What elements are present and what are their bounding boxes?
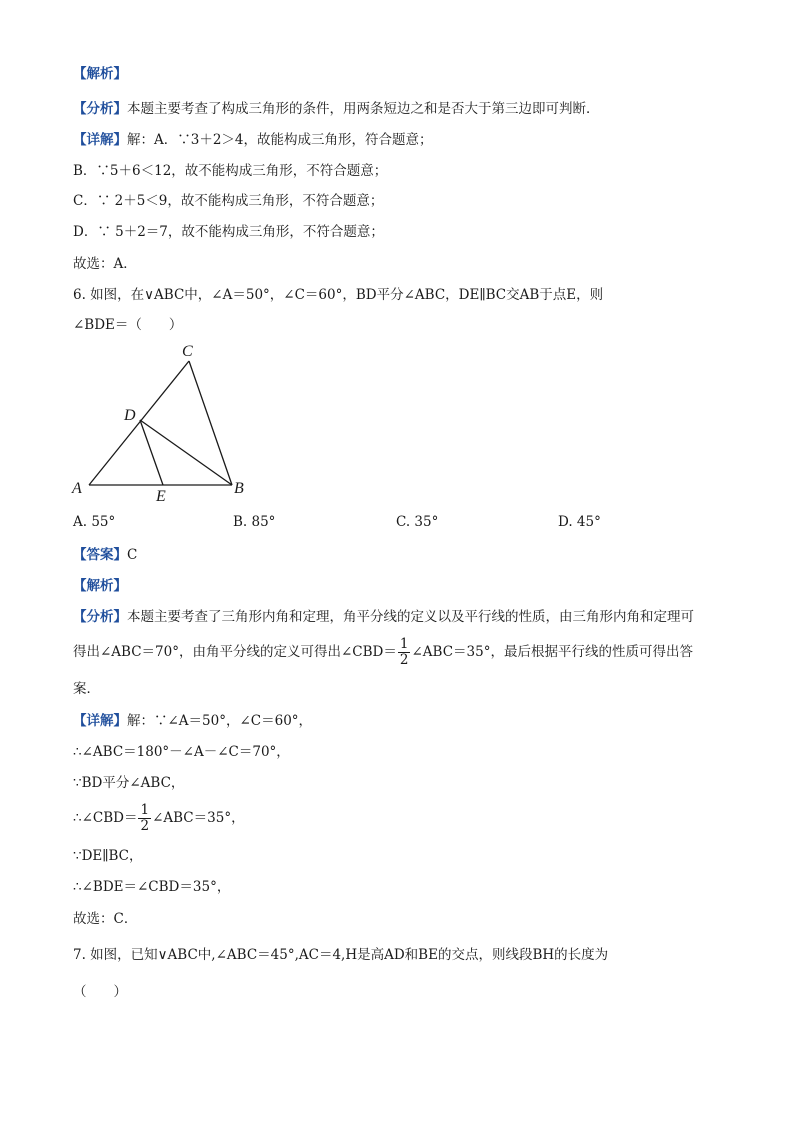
q6-stem-line2: ∠BDE＝（ ） <box>73 317 183 333</box>
q6-fenxi-tag: 【分析】 <box>73 609 127 625</box>
q6-jiexi-tag: 【解析】 <box>73 578 127 594</box>
q6-fenxi-text2a: 得出∠ABC＝70°，由角平分线的定义可得出∠CBD＝ <box>73 644 397 660</box>
fraction-numerator: 1 <box>399 636 409 652</box>
detail-line-d: D．∵ 5＋2＝7，故不能构成三角形，不符合题意； <box>73 224 384 240</box>
segment-bd <box>140 420 232 485</box>
q7-stem-line2: （ ） <box>73 984 127 1000</box>
analysis-line <box>73 99 600 119</box>
label-b: B <box>234 480 244 497</box>
q6-detail-step1 <box>73 711 312 731</box>
q6-fenxi-line3: 案． <box>73 681 100 697</box>
q6-detail-step2: ∴∠ABC＝180°－∠A－∠C＝70°， <box>73 744 290 760</box>
q6-fenxi-line1 <box>73 607 694 627</box>
q7-stem-line1: 7. 如图，已知∨ABC中,∠ABC＝45°,AC＝4,H是高AD和BE的交点，则线段BH的长度为 <box>73 947 609 963</box>
choice-d: D. 45° <box>558 514 601 530</box>
detail-line-a <box>73 130 433 150</box>
q6-fenxi-text1: 本题主要考查了三角形内角和定理，角平分线的定义以及平行线的性质，由三角形内角和定理可 <box>127 609 694 625</box>
segment-cb <box>189 361 232 485</box>
q6-final-answer: 故选：C． <box>73 911 138 927</box>
fraction-numerator-2: 1 <box>140 802 150 818</box>
q6-stem-line1: 6. 如图，在∨ABC中，∠A＝50°，∠C＝60°，BD平分∠ABC，DE∥BC交AB于点E，则 <box>73 287 604 303</box>
fenxi-text: 本题主要考查了构成三角形的条件，用两条短边之和是否大于第三边即可判断． <box>127 101 600 117</box>
q6-fenxi-text2b: ∠ABC＝35°，最后根据平行线的性质可得出答 <box>411 644 693 660</box>
choice-a: A. 55° <box>73 514 116 530</box>
fraction-denominator-2: 2 <box>140 818 150 834</box>
triangle-figure <box>0 340 794 540</box>
choice-c: C. 35° <box>396 514 439 530</box>
label-c: C <box>182 343 193 360</box>
detail-a-text: 解：A．∵3＋2＞4，故能构成三角形，符合题意； <box>127 132 433 148</box>
label-e: E <box>156 488 166 505</box>
segment-ac <box>89 361 189 485</box>
q6-detail-step3: ∵BD平分∠ABC， <box>73 775 185 791</box>
q6-detail-step5: ∵DE∥BC， <box>73 848 143 864</box>
label-a: A <box>72 480 82 497</box>
fenxi-tag: 【分析】 <box>73 101 127 117</box>
daan-value: C <box>127 547 138 563</box>
q6-analysis-heading <box>73 576 127 596</box>
detail-line-b: B．∵5＋6＜12，故不能构成三角形，不符合题意； <box>73 163 388 179</box>
q6-xiangjie-tag: 【详解】 <box>73 713 127 729</box>
detail-line-c: C．∵ 2＋5＜9，故不能构成三角形，不符合题意； <box>73 193 384 209</box>
q6-fenxi-line2 <box>73 634 693 670</box>
segment-de <box>140 420 163 485</box>
fraction-half <box>398 637 411 668</box>
q6-detail-step6: ∴∠BDE＝∠CBD＝35°， <box>73 879 231 895</box>
q6-detail-step4 <box>73 800 245 836</box>
choice-b: B. 85° <box>233 514 276 530</box>
jiexi-tag: 【解析】 <box>73 66 127 82</box>
q6-step4-text-a: ∴∠CBD＝ <box>73 810 138 826</box>
answer-line-q5: 故选：A． <box>73 256 137 272</box>
fraction-denominator: 2 <box>399 652 409 668</box>
xiangjie-tag: 【详解】 <box>73 132 127 148</box>
analysis-heading <box>73 64 127 84</box>
q6-step4-text-b: ∠ABC＝35°， <box>152 810 245 826</box>
fraction-half-2 <box>138 803 151 834</box>
q6-step1-text: 解：∵∠A＝50°，∠C＝60°， <box>127 713 313 729</box>
q6-answer-line <box>73 545 137 565</box>
label-d: D <box>124 407 136 424</box>
daan-tag: 【答案】 <box>73 547 127 563</box>
